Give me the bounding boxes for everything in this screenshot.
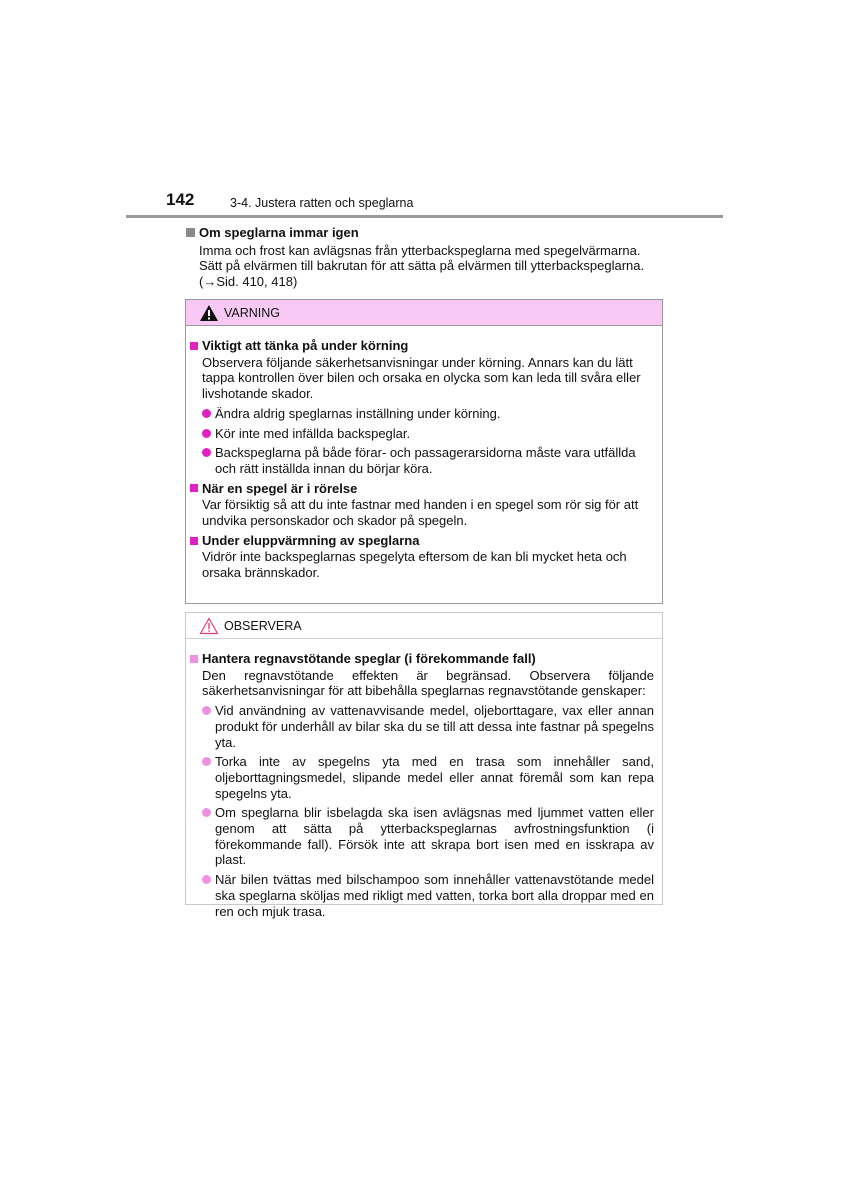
warning-bullet — [202, 445, 654, 476]
notice-bullet — [202, 872, 654, 919]
warning-header — [186, 300, 662, 326]
warning-triangle-icon — [199, 304, 219, 322]
warning-section-title-text: När en spegel är i rörelse — [202, 480, 358, 496]
warning-section-title — [190, 338, 654, 354]
round-bullet-icon — [202, 808, 211, 817]
square-bullet-icon — [186, 228, 195, 237]
warning-section-text: Observera följande säkerhetsanvisningar under körning. Annars kan du lätt tappa kontrollen över bilen och orsaka en olycka som kan leda till svåra eller livshotande skador. — [202, 354, 641, 402]
notice-text: Den regnavstötande effekten är begränsad. Observera följande säkerhetsanvisningar för att bibehålla speglarnas regnavstötande genskaper: — [202, 667, 654, 699]
notice-bullet — [202, 703, 654, 750]
notice-header — [186, 613, 662, 639]
intro-title — [186, 225, 666, 241]
warning-section-text: Var försiktig så att du inte fastnar med handen i en spegel som rör sig för att undvika personskador och skador på spegeln. — [202, 497, 639, 529]
notice-bullet-text: Torka inte av spegelns yta med en trasa som innehåller sand, oljeborttagningsmedel, slipande medel eller annat föremål som kan repa spegelns yta. — [215, 754, 654, 801]
notice-bullet-text: När bilen tvättas med bilschampoo som innehåller vattenavstötande medel ska speglarna sköljas med rikligt med vatten, torka bort alla droppar med en ren och mjuk trasa. — [215, 872, 654, 919]
round-bullet-icon — [202, 757, 211, 766]
warning-bullet-text: Ändra aldrig speglarnas inställning under körning. — [215, 405, 501, 421]
round-bullet-icon — [202, 448, 211, 457]
warning-section-title — [190, 533, 654, 549]
warning-section-title-text: Under eluppvärmning av speglarna — [202, 532, 420, 548]
warning-bullet — [202, 406, 654, 422]
warning-bullet — [202, 426, 654, 442]
round-bullet-icon — [202, 409, 211, 418]
notice-title — [190, 651, 654, 667]
square-bullet-icon — [190, 655, 198, 663]
caution-triangle-icon — [199, 617, 219, 635]
intro-section — [186, 225, 666, 289]
warning-content — [186, 326, 662, 581]
round-bullet-icon — [202, 706, 211, 715]
notice-bullet — [202, 754, 654, 801]
warning-label: VARNING — [224, 305, 281, 320]
notice-bullet-text: Vid användning av vattenavvisande medel, oljeborttagare, vax eller annan produkt för underhåll av bilar ska du se till att dessa inte fastnar på spegelns yta. — [215, 703, 654, 750]
square-bullet-icon — [190, 537, 198, 545]
intro-body: Imma och frost kan avlägsnas från ytterbackspeglarna med spegelvärmarna. Sätt på elvärmen till bakrutan för att sätta på elvärmen till ytterbackspeglarna. (→Sid. 410, 418) — [199, 242, 645, 289]
notice-title-text: Hantera regnavstötande speglar (i förekommande fall) — [202, 651, 536, 666]
notice-content — [186, 639, 662, 919]
chapter-title: 3-4. Justera ratten och speglarna — [230, 196, 414, 210]
warning-section-title — [190, 481, 654, 497]
round-bullet-icon — [202, 429, 211, 438]
notice-label: OBSERVERA — [224, 618, 302, 633]
round-bullet-icon — [202, 875, 211, 884]
page-number: 142 — [166, 190, 195, 209]
notice-box — [185, 612, 663, 919]
warning-bullet-text: Kör inte med infällda backspeglar. — [215, 425, 411, 441]
square-bullet-icon — [190, 342, 198, 350]
notice-bullet — [202, 805, 654, 868]
warning-box — [185, 299, 663, 604]
notice-bullet-text: Om speglarna blir isbelagda ska isen avlägsnas med ljummet vatten eller genom att sätta på ytterbackspeglarnas avfrostningsfunktion (i förekommande fall). Försök inte att skrapa bort isen med en isskrapa av plast. — [215, 805, 654, 868]
warning-bullet-text: Backspeglarna på både förar- och passagerarsidorna måste vara utfällda och rätt inställda innan du börjar köra. — [215, 445, 636, 476]
warning-section-text: Vidrör inte backspeglarnas spegelyta eftersom de kan bli mycket heta och orsaka brännskador. — [202, 549, 627, 581]
warning-section-title-text: Viktigt att tänka på under körning — [202, 338, 409, 353]
intro-title-text: Om speglarna immar igen — [199, 225, 359, 240]
header-rule — [126, 215, 723, 218]
square-bullet-icon — [190, 484, 198, 492]
